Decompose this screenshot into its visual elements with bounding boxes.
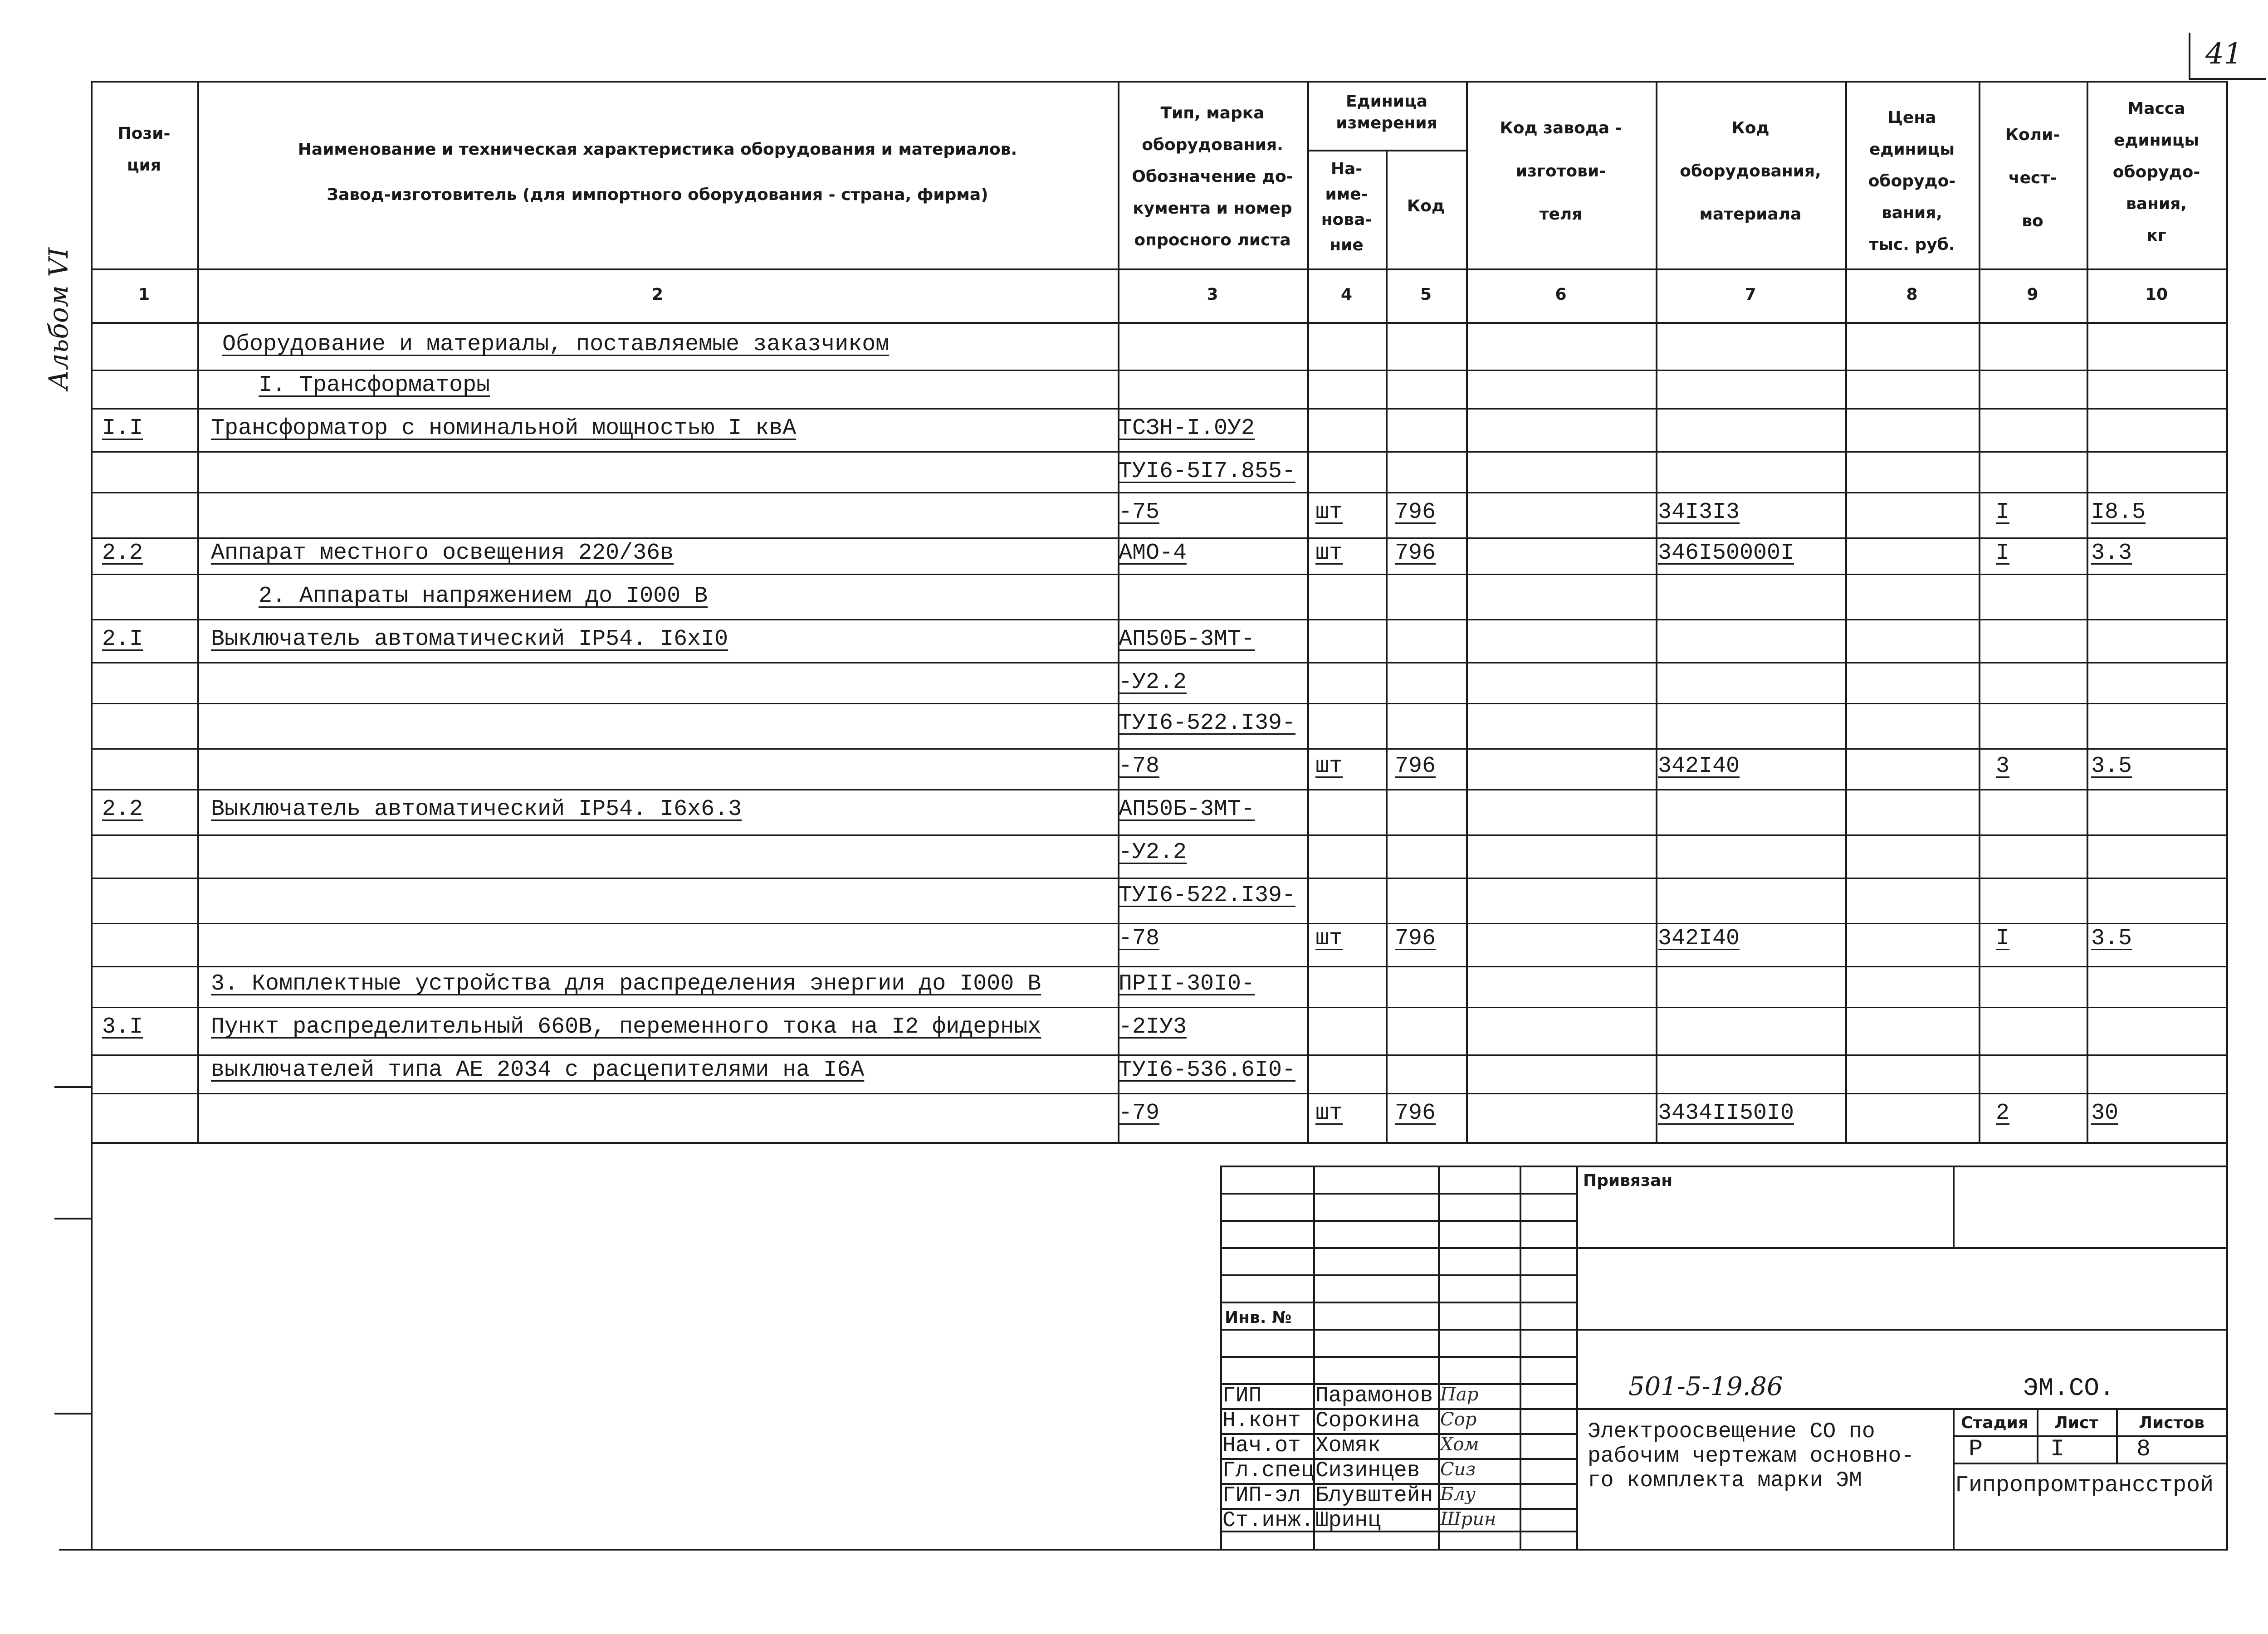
cell-pos: 2.2 xyxy=(102,540,143,566)
page-number-frame xyxy=(2189,33,2190,78)
cell-type: АП50Б-3МТ- xyxy=(1119,796,1255,822)
cell-unit: шт xyxy=(1315,1100,1343,1126)
cell-matcode: 346I50000I xyxy=(1658,540,1794,566)
row-rule xyxy=(91,703,2227,704)
cell-mass: I8.5 xyxy=(2091,499,2146,525)
col-line xyxy=(197,81,199,1142)
cell-type: -У2.2 xyxy=(1119,669,1187,695)
page-number-frame-base xyxy=(2189,78,2266,80)
row-rule xyxy=(91,408,2227,410)
cell-pos: 3.I xyxy=(102,1014,143,1040)
page-number: 41 xyxy=(2205,37,2243,71)
document-code: 501-5-19.86 xyxy=(1628,1372,1783,1401)
header-mass: Масса единицы оборудо- вания, кг xyxy=(2112,99,2200,245)
tb-line xyxy=(1220,1274,1576,1276)
row-rule xyxy=(91,492,2227,493)
header-factory-code: Код завода - изготови- теля xyxy=(1500,119,1622,224)
cell-qty: I xyxy=(1996,926,2010,951)
tb-line xyxy=(1220,1220,1576,1222)
cell-unit: шт xyxy=(1315,753,1343,779)
row-rule xyxy=(91,662,2227,663)
column-number: 6 xyxy=(1555,285,1567,304)
cell-code: 796 xyxy=(1395,540,1436,566)
privyazan-label: Привязан xyxy=(1583,1171,1673,1190)
column-number: 5 xyxy=(1420,285,1432,304)
cell-qty: I xyxy=(1996,499,2010,525)
cell-name: 2. Аппараты напряжением до I000 В xyxy=(259,583,708,609)
cell-qty: I xyxy=(1996,540,2010,566)
row-rule xyxy=(91,1007,2227,1008)
signature: Блу xyxy=(1440,1484,1476,1505)
person-name: Блувштейн xyxy=(1315,1483,1433,1508)
cell-pos: 2.2 xyxy=(102,796,143,822)
row-rule xyxy=(91,748,2227,750)
header-material-code: Код оборудования, материала xyxy=(1680,119,1821,224)
row-rule xyxy=(91,370,2227,371)
column-number: 1 xyxy=(138,285,150,304)
album-label: Альбом VI xyxy=(43,247,74,390)
cell-type: АП50Б-3МТ- xyxy=(1119,626,1255,652)
cell-type: ТУI6-536.6I0- xyxy=(1119,1057,1296,1083)
header-type: Тип, марка оборудования. Обозначение до- кумента и номер опросного листа xyxy=(1132,104,1293,249)
role: Гл.спец xyxy=(1222,1458,1314,1483)
cell-name: Пункт распределительный 660В, переменного тока на I2 фидерных xyxy=(211,1014,1041,1040)
sheets-label: Листов xyxy=(2139,1414,2204,1432)
drawing-description: Электроосвещение СО по рабочим чертежам основно- го комплекта марки ЭМ xyxy=(1588,1419,1915,1493)
header-quantity: Коли- чест- во xyxy=(2005,126,2060,230)
role: ГИП xyxy=(1222,1384,1262,1408)
cell-name: Трансформатор с номинальной мощностью I квА xyxy=(211,415,797,441)
header-unit-name: На- име- нова- ние xyxy=(1321,160,1372,254)
row-rule xyxy=(91,966,2227,967)
signature: Пар xyxy=(1440,1384,1479,1405)
row-rule xyxy=(91,923,2227,924)
cell-code: 796 xyxy=(1395,926,1436,951)
header-bottom-line xyxy=(91,268,2227,270)
tb-line xyxy=(1220,1356,1576,1358)
cell-matcode: 3434II50I0 xyxy=(1658,1100,1794,1126)
colnum-bottom-line xyxy=(91,322,2227,324)
cell-type: -75 xyxy=(1119,499,1160,525)
row-rule xyxy=(91,834,2227,836)
row-rule xyxy=(91,537,2227,539)
header-price: Цена единицы оборудо- вания, тыс. руб. xyxy=(1868,108,1956,254)
role: Нач.от xyxy=(1222,1434,1301,1458)
stage-value: Р xyxy=(1969,1436,1983,1463)
tb-line xyxy=(1220,1302,1576,1303)
tb-line xyxy=(1220,1247,2227,1249)
signature: Сор xyxy=(1440,1409,1477,1430)
table-bottom-line xyxy=(91,1142,2227,1144)
person-name: Сорокина xyxy=(1315,1409,1420,1433)
col-line xyxy=(1656,81,1657,1142)
cell-matcode: 342I40 xyxy=(1658,753,1740,779)
row-rule xyxy=(91,574,2227,575)
header-position: Пози- ция xyxy=(117,124,171,175)
col-line xyxy=(1466,81,1468,1142)
titleblock-top xyxy=(1220,1166,2227,1167)
cell-type: АМО-4 xyxy=(1119,540,1187,566)
cell-type: ТУI6-522.I39- xyxy=(1119,710,1296,736)
row-rule xyxy=(91,1093,2227,1094)
signature: Шрин xyxy=(1440,1509,1496,1530)
organization: Гипропромтрансстрой xyxy=(1955,1473,2214,1498)
cell-code: 796 xyxy=(1395,499,1436,525)
cell-matcode: 34I3I3 xyxy=(1658,499,1740,525)
cell-name: Оборудование и материалы, поставляемые заказчиком xyxy=(222,332,890,357)
cell-type: ТСЗН-I.0У2 xyxy=(1119,415,1255,441)
cell-name: I. Трансформаторы xyxy=(259,372,490,398)
tb-line xyxy=(1953,1463,2227,1464)
cell-unit: шт xyxy=(1315,540,1343,566)
tb-line xyxy=(1220,1329,2227,1331)
sheet-code: ЭМ.СО. xyxy=(2023,1374,2115,1403)
cell-name: Выключатель автоматический IP54. I6xI0 xyxy=(211,626,728,652)
frame-top xyxy=(91,81,2227,83)
tb-line xyxy=(1953,1166,1955,1247)
cell-type: ТУI6-522.I39- xyxy=(1119,883,1296,908)
column-number: 7 xyxy=(1745,285,1756,304)
row-rule xyxy=(91,451,2227,453)
cell-code: 796 xyxy=(1395,1100,1436,1126)
sheet-value: I xyxy=(2050,1436,2065,1463)
cell-code: 796 xyxy=(1395,753,1436,779)
cell-pos: I.I xyxy=(102,415,143,441)
cell-pos: 2.I xyxy=(102,626,143,652)
person-name: Сизинцев xyxy=(1315,1458,1420,1483)
header-unit: Единица измерения xyxy=(1336,92,1437,132)
row-rule xyxy=(91,878,2227,879)
cell-type: -78 xyxy=(1119,926,1160,951)
cell-matcode: 342I40 xyxy=(1658,926,1740,951)
cell-mass: 3.3 xyxy=(2091,540,2132,566)
cell-mass: 30 xyxy=(2091,1100,2119,1126)
cell-name: Аппарат местного освещения 220/36в xyxy=(211,540,674,566)
inv-no-label: Инв. № xyxy=(1225,1308,1292,1327)
row-rule xyxy=(91,619,2227,620)
margin-mark xyxy=(54,1218,91,1219)
stage-label: Стадия xyxy=(1961,1414,2028,1432)
sheet-label: Лист xyxy=(2054,1414,2099,1432)
signature: Хом xyxy=(1440,1434,1479,1455)
cell-type: ПРII-30I0- xyxy=(1119,971,1255,997)
cell-qty: 2 xyxy=(1996,1100,2010,1126)
frame-bottom xyxy=(59,1549,2228,1551)
column-number: 2 xyxy=(651,285,664,304)
cell-qty: 3 xyxy=(1996,753,2010,779)
person-name: Парамонов xyxy=(1315,1384,1433,1408)
cell-type: ТУI6-5I7.855- xyxy=(1119,458,1296,484)
cell-mass: 3.5 xyxy=(2091,753,2132,779)
cell-type: -78 xyxy=(1119,753,1160,779)
role: ГИП-эл xyxy=(1222,1483,1301,1508)
cell-name: выключателей типа АЕ 2034 с расцепителями на I6А xyxy=(211,1057,865,1083)
header-name: Наименование и техническая характеристика оборудования и материалов. Завод-изготовитель (для импортного оборудования - страна, фирма) xyxy=(298,140,1017,204)
margin-mark xyxy=(54,1413,91,1415)
column-number: 8 xyxy=(1906,285,1918,304)
column-number: 9 xyxy=(2027,285,2038,304)
tb-line xyxy=(1220,1193,1576,1195)
tb-line xyxy=(1953,1435,2227,1437)
column-number: 10 xyxy=(2145,285,2168,304)
column-number: 4 xyxy=(1340,285,1353,304)
cell-type: -79 xyxy=(1119,1100,1160,1126)
tb-line xyxy=(1576,1166,1578,1549)
cell-type: -У2.2 xyxy=(1119,839,1187,865)
column-number: 3 xyxy=(1207,285,1218,304)
row-rule xyxy=(91,789,2227,790)
cell-name: Выключатель автоматический IP54. I6x6.3 xyxy=(211,796,742,822)
cell-type: -2IУ3 xyxy=(1119,1014,1187,1040)
row-rule xyxy=(91,1054,2227,1056)
person-name: Хомяк xyxy=(1315,1434,1381,1458)
cell-unit: шт xyxy=(1315,499,1343,525)
sheets-value: 8 xyxy=(2136,1436,2151,1463)
person-name: Шринц xyxy=(1315,1508,1381,1533)
margin-mark xyxy=(54,1086,91,1088)
role: Н.конт xyxy=(1222,1409,1301,1433)
signature: Сиз xyxy=(1440,1459,1476,1480)
role: Ст.инж. xyxy=(1222,1508,1314,1533)
header-unit-code: Код xyxy=(1407,197,1445,215)
cell-unit: шт xyxy=(1315,926,1343,951)
cell-mass: 3.5 xyxy=(2091,926,2132,951)
cell-name: 3. Комплектные устройства для распределения энергии до I000 В xyxy=(211,971,1041,997)
